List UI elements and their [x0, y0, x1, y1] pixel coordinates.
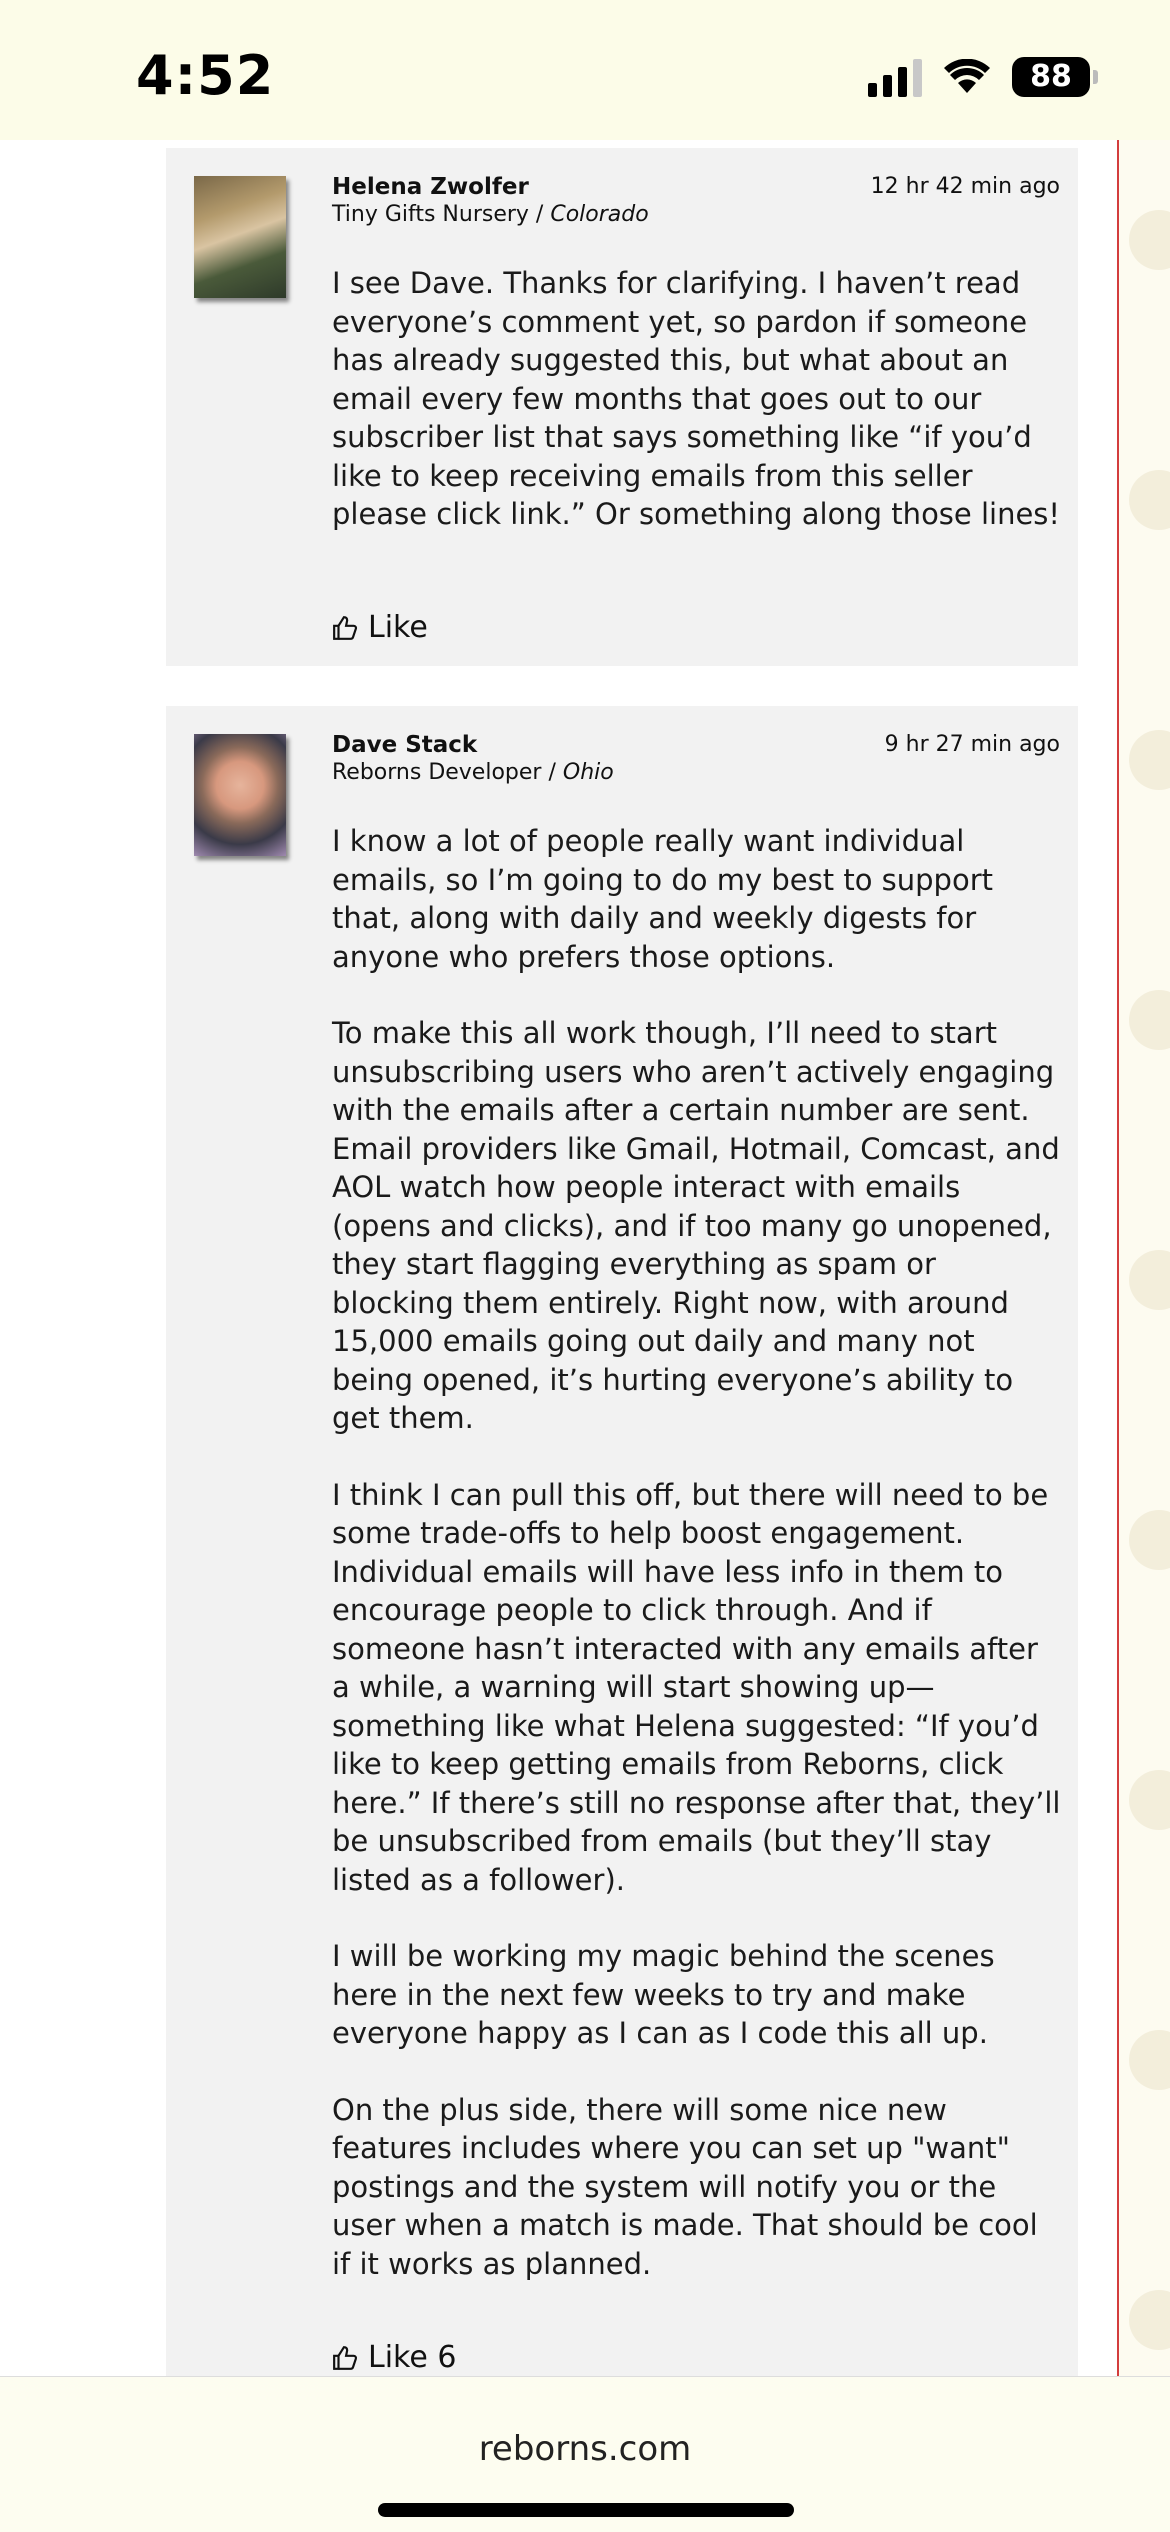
like-label: Like 6	[368, 2340, 457, 2375]
comment-card	[166, 148, 1078, 666]
comment-affiliation	[332, 760, 614, 785]
browser-bottom-bar	[0, 2376, 1170, 2532]
home-indicator[interactable]	[378, 2503, 794, 2517]
avatar[interactable]	[194, 734, 286, 856]
cellular-signal-icon	[868, 57, 922, 97]
page-content	[0, 140, 1170, 2376]
comment-paragraph: On the plus side, there will some nice new features includes where you can set up "want" postings and the system will notify you or the user when a match is made. That should be cool if it works as planned.	[332, 2092, 1038, 2281]
comment-time-ago: 9 hr 27 min ago	[884, 732, 1060, 757]
like-button[interactable]	[332, 610, 428, 645]
comment-paragraph: To make this all work though, I’ll need to start unsubscribing users who aren’t actively engaging with the emails after a certain number are sent. Email providers like Gmail, Hotmail, Comcast, and AOL watch how people interact with emails (opens and clicks), and if too many go unopened, they start flagging everything as spam or blocking them entirely. Right now, with around 15,000 emails going out daily and many not being opened, it’s hurting everyone’s ability to get them.	[332, 1016, 1060, 1435]
avatar[interactable]	[194, 176, 286, 298]
comment-author[interactable]: Helena Zwolfer	[332, 174, 529, 200]
comment-paragraph: I think I can pull this off, but there will need to be some trade-offs to help boost engagement. Individual emails will have less info in them to encourage people to click through. And if someone hasn’t interacted with any emails after a while, a warning will start showing up—something like what Helena suggested: “If you’d like to keep getting emails from Reborns, click here.” If there’s still no response after that, they’ll be unsubscribed from emails (but they’ll stay listed as a follower).	[332, 1477, 1061, 1897]
comment-paragraph: I see Dave. Thanks for clarifying. I haven’t read everyone’s comment yet, so pardon if someone has already suggested this, but what about an email every few months that goes out to our subscriber list that says something like “if you’d like to keep receiving emails from this seller please click link.” Or something along those lines!	[332, 266, 1061, 531]
comment-card	[166, 706, 1078, 2376]
wifi-icon	[944, 59, 990, 95]
like-button[interactable]	[332, 2340, 456, 2375]
thumbs-up-icon	[332, 615, 358, 641]
affiliation-location: Colorado	[550, 202, 649, 227]
comment-paragraph: I will be working my magic behind the scenes here in the next few weeks to try and make everyone happy as I can as I code this all up.	[332, 1939, 995, 2050]
battery-icon: 88	[1012, 57, 1090, 97]
comment-paragraph: I know a lot of people really want individual emails, so I’m going to do my best to support that, along with daily and weekly digests for anyone who prefers those options.	[332, 824, 993, 974]
thumbs-up-icon	[332, 2345, 358, 2371]
affiliation-text: Reborns Developer /	[332, 760, 563, 785]
address-bar-url[interactable]: reborns.com	[478, 2429, 692, 2469]
comment-time-ago: 12 hr 42 min ago	[870, 174, 1060, 199]
affiliation-location: Ohio	[562, 760, 614, 785]
comment-author[interactable]: Dave Stack	[332, 732, 478, 758]
like-label: Like	[368, 610, 428, 645]
comment-body	[332, 264, 1062, 572]
comment-body	[332, 822, 1062, 2321]
decorative-margin	[1119, 140, 1170, 2376]
status-time: 4:52	[136, 44, 275, 107]
affiliation-text: Tiny Gifts Nursery /	[332, 202, 551, 227]
status-bar	[0, 0, 1170, 140]
comment-affiliation	[332, 202, 649, 227]
